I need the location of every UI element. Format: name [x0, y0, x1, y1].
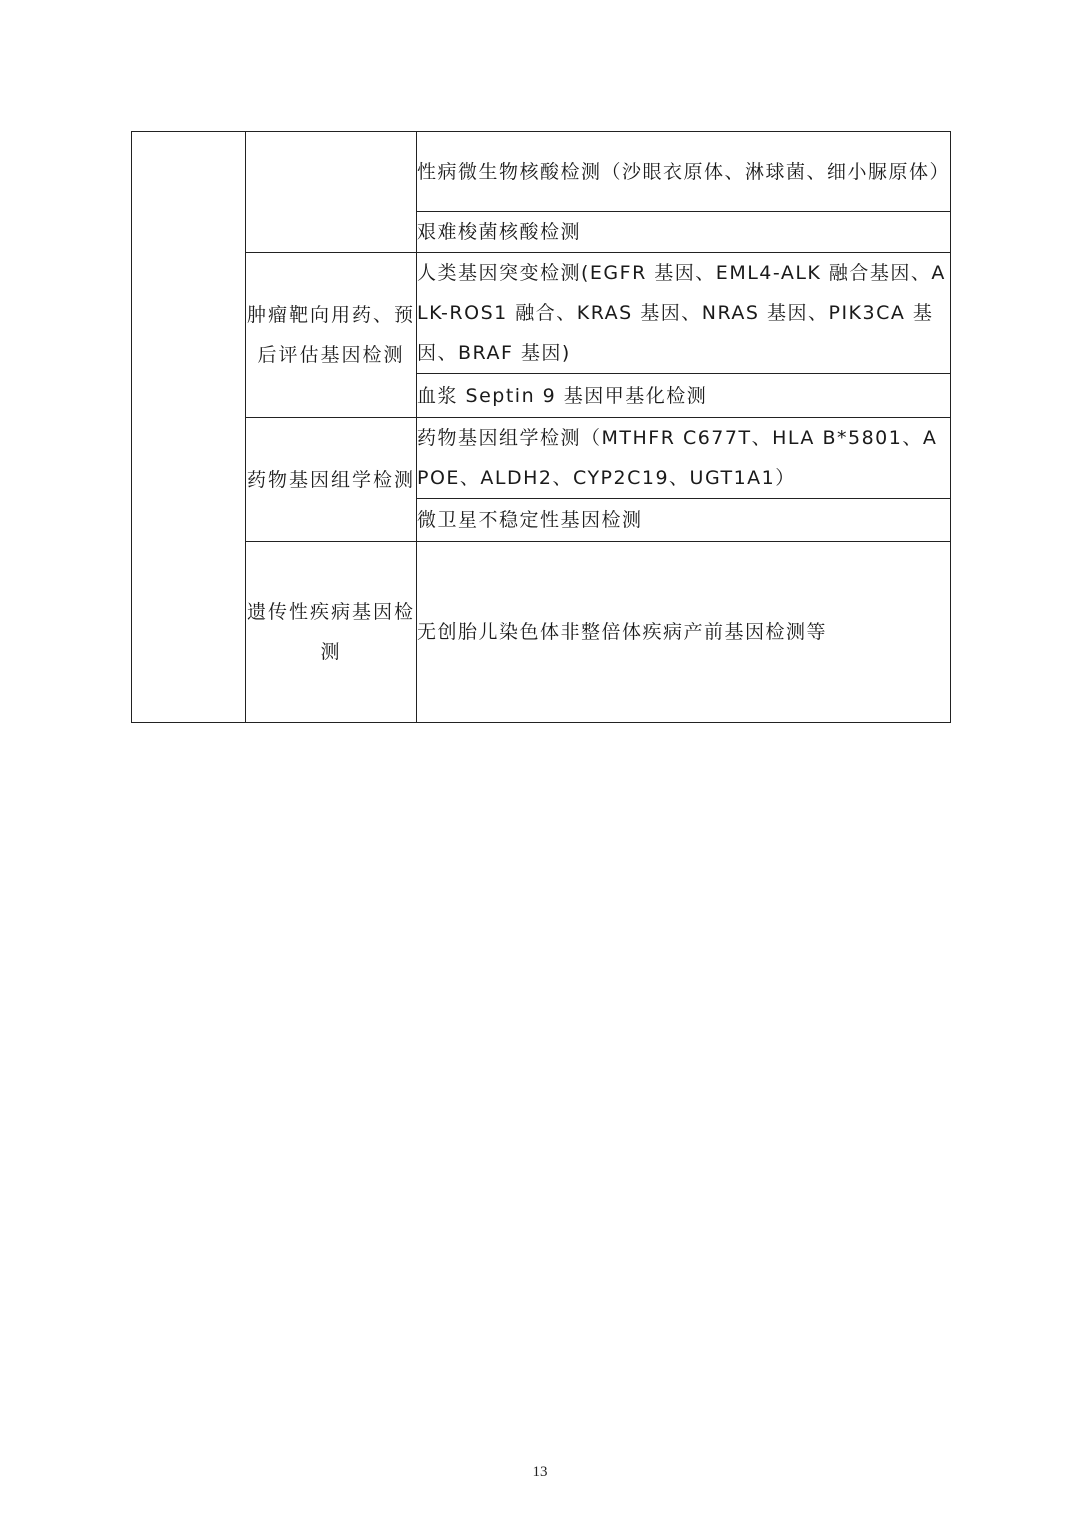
category-cell: 药物基因组学检测	[246, 418, 417, 542]
table-cell-empty-left	[132, 132, 246, 723]
category-cell	[246, 132, 417, 253]
item-cell: 无创胎儿染色体非整倍体疾病产前基因检测等	[417, 542, 951, 723]
item-cell: 药物基因组学检测（MTHFR C677T、HLA B*5801、APOE、ALDH2、CYP2C19、UGT1A1）	[417, 418, 951, 499]
table-row	[132, 418, 951, 499]
table-row	[132, 253, 951, 374]
category-cell: 遗传性疾病基因检测	[246, 542, 417, 723]
test-items-table	[131, 131, 951, 723]
page-number: 13	[532, 1464, 548, 1480]
table-row	[132, 132, 951, 212]
item-cell: 血浆 Septin 9 基因甲基化检测	[417, 374, 951, 418]
item-cell: 性病微生物核酸检测（沙眼衣原体、淋球菌、细小脲原体）	[417, 132, 951, 212]
item-cell: 艰难梭菌核酸检测	[417, 212, 951, 253]
table-row	[132, 542, 951, 723]
item-cell: 人类基因突变检测(EGFR 基因、EML4-ALK 融合基因、ALK-ROS1 融合、KRAS 基因、NRAS 基因、PIK3CA 基因、BRAF 基因)	[417, 253, 951, 374]
category-cell: 肿瘤靶向用药、预后评估基因检测	[246, 253, 417, 418]
item-cell: 微卫星不稳定性基因检测	[417, 499, 951, 542]
